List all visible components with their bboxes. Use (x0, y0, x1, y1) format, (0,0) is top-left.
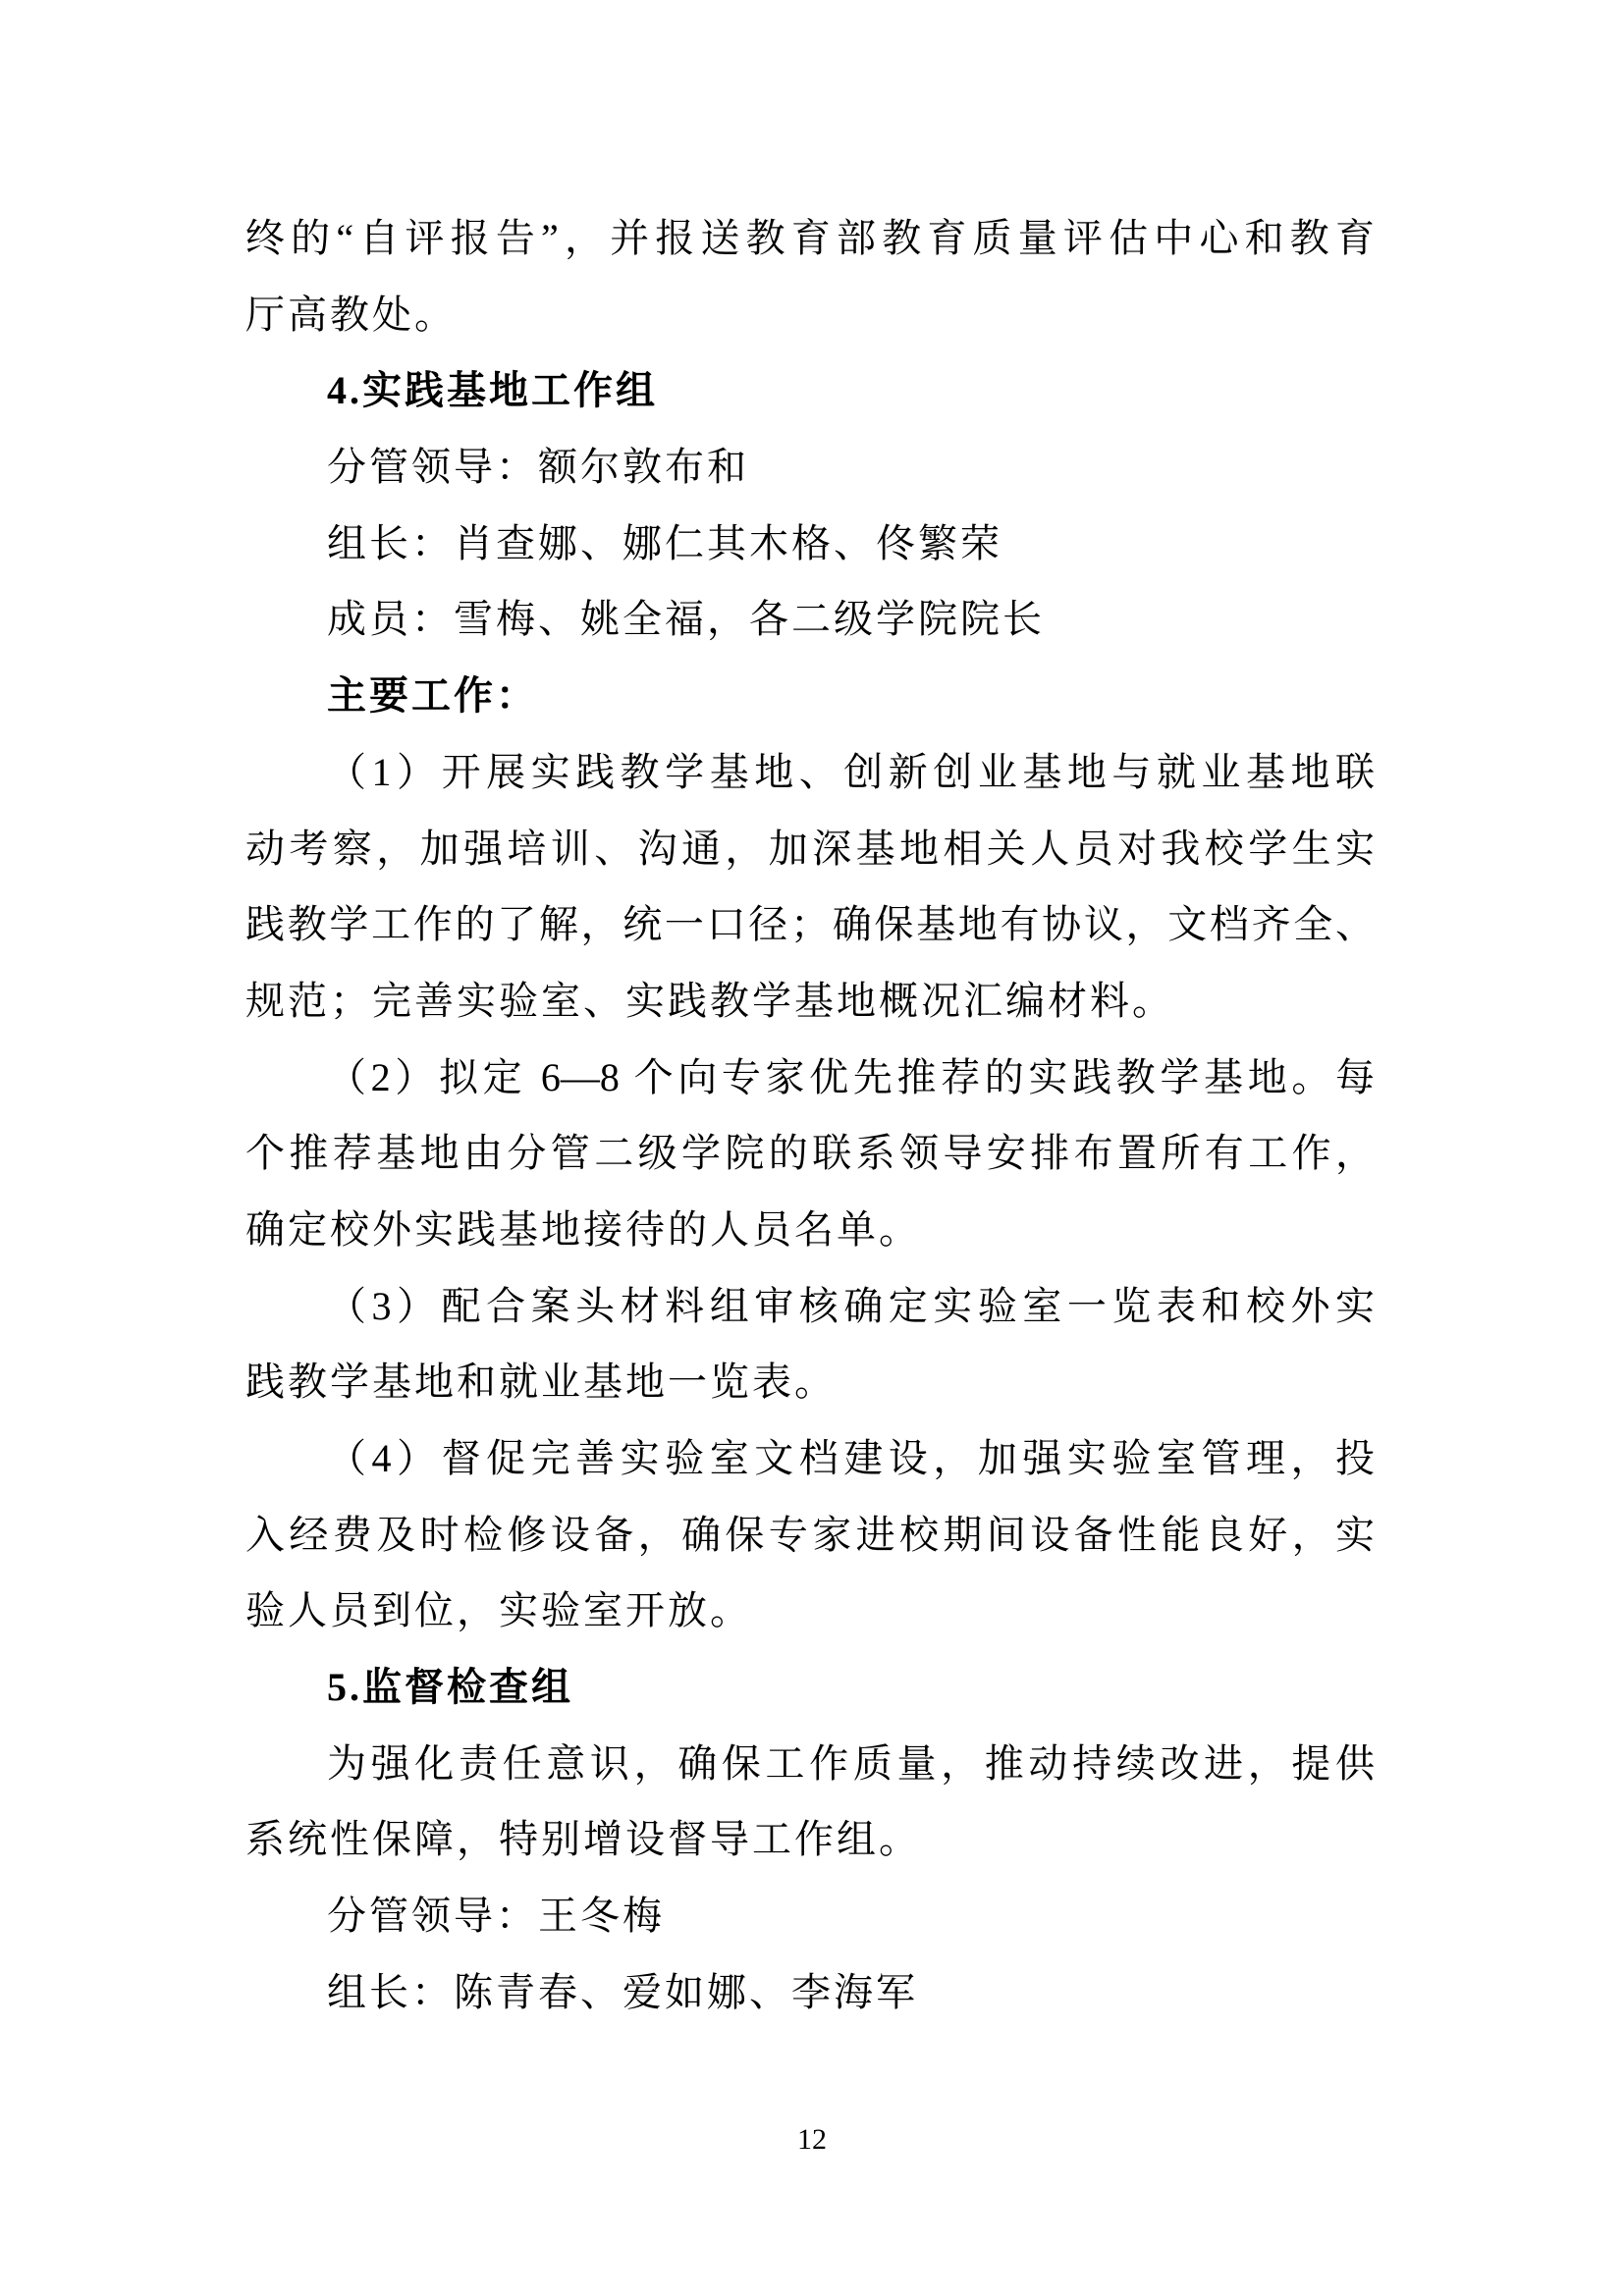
text-line: 厅高教处。 (245, 292, 457, 337)
heading-supervision-group: 5.监督检查组 (327, 1665, 573, 1710)
text-line-group-head: 组长：肖查娜、娜仁其木格、佟繁荣 (327, 520, 1002, 565)
text-line: 个推荐基地由分管二级学院的联系领导安排布置所有工作， (245, 1131, 1375, 1176)
text-line: 践教学工作的了解，统一口径；确保基地有协议，文档齐全、 (245, 902, 1375, 947)
text-line: 确定校外实践基地接待的人员名单。 (245, 1206, 921, 1252)
text-line: （2）拟定 6—8 个向专家优先推荐的实践教学基地。每 (327, 1054, 1375, 1099)
text-line: 动考察，加强培训、沟通，加深基地相关人员对我校学生实 (245, 826, 1375, 871)
text-line: 入经费及时检修设备，确保专家进校期间设备性能良好，实 (245, 1512, 1375, 1557)
text-line: （4）督促完善实验室文档建设，加强实验室管理，投 (327, 1436, 1375, 1480)
heading-main-work: 主要工作： (327, 673, 538, 719)
text-line: （3）配合案头材料组审核确定实验室一览表和校外实 (327, 1283, 1375, 1328)
page-number: 12 (797, 2123, 827, 2156)
text-line-leader: 分管领导：王冬梅 (327, 1894, 665, 1939)
text-line: 为强化责任意识，确保工作质量，推动持续改进，提供 (327, 1740, 1375, 1786)
text-line: （1）开展实践教学基地、创新创业基地与就业基地联 (327, 749, 1375, 794)
document-body (245, 200, 1375, 2031)
text-line: 验人员到位，实验室开放。 (245, 1588, 752, 1633)
text-line-leader: 分管领导：额尔敦布和 (327, 445, 749, 490)
text-line: 系统性保障，特别增设督导工作组。 (245, 1817, 921, 1862)
text-line-members: 成员：雪梅、姚全福，各二级学院院长 (327, 597, 1045, 642)
text-line: 践教学基地和就业基地一览表。 (245, 1360, 837, 1405)
text-line: 终的“自评报告”，并报送教育部教育质量评估中心和教育 (245, 216, 1375, 260)
text-line: 规范；完善实验室、实践教学基地概况汇编材料。 (245, 978, 1174, 1023)
text-line-group-head: 组长：陈青春、爱如娜、李海军 (327, 1969, 918, 2014)
heading-practice-base-group: 4.实践基地工作组 (327, 368, 658, 413)
